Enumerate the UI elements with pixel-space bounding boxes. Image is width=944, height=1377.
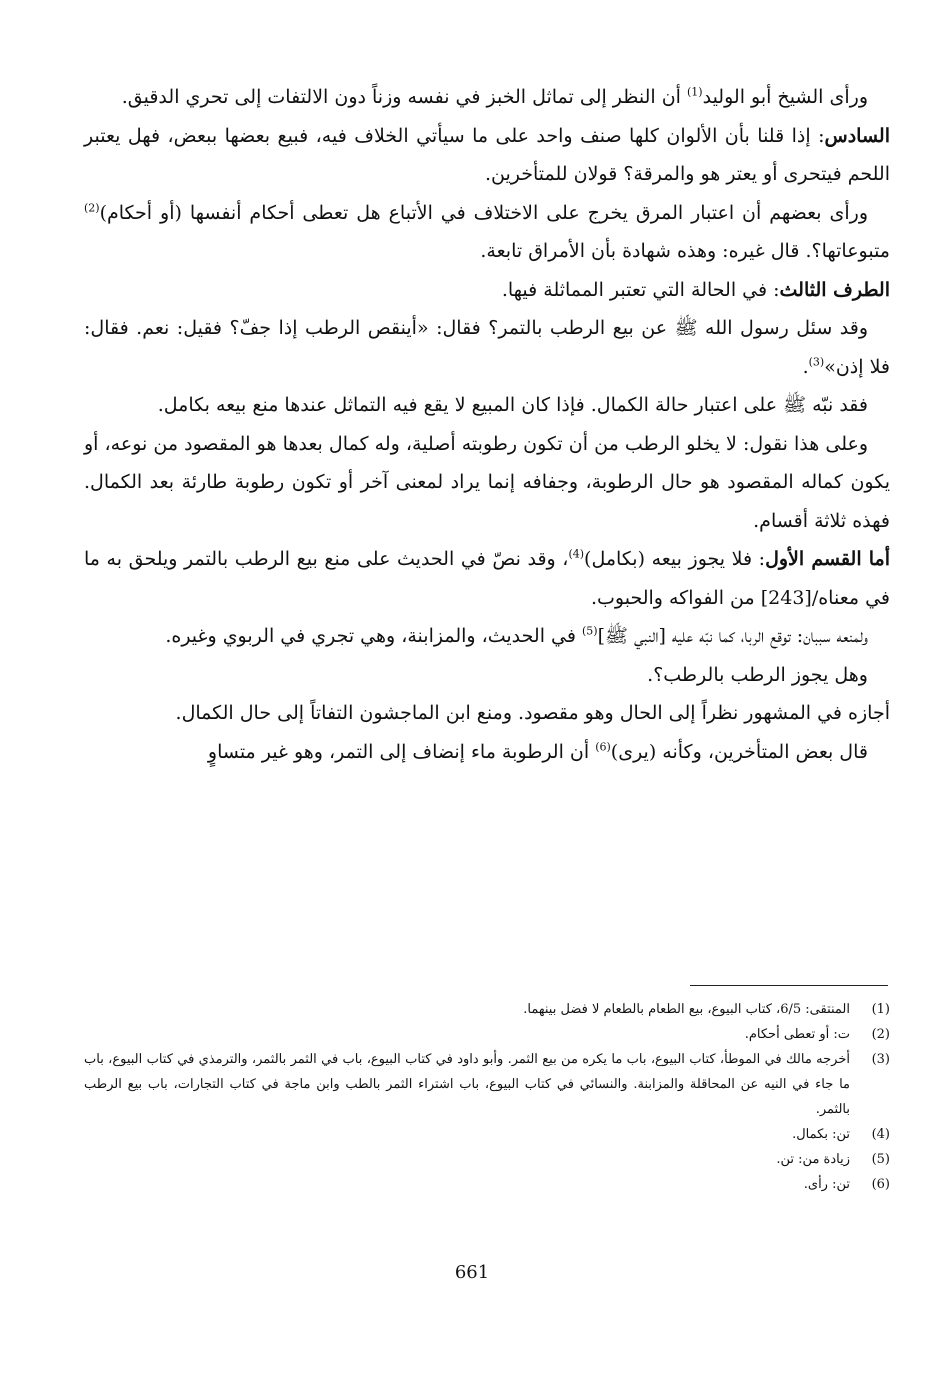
footnote <box>84 1047 890 1122</box>
paragraph-11 <box>84 694 890 733</box>
footnote-number: (4) <box>871 1127 890 1142</box>
paragraph-text: فقد نبّه ﷺ على اعتبار حالة الكمال. فإذا كان المبيع لا يقع فيه التماثل عندها منع بيعه بكامل. <box>157 394 868 416</box>
main-text <box>84 78 890 771</box>
footnote-text: تن: رأى. <box>803 1177 850 1192</box>
paragraph-tail: في الحديث، والمزابنة، وهي تجري في الربوي وغيره. <box>165 625 582 647</box>
paragraph-3 <box>84 194 890 271</box>
footnote-text: أخرجه مالك في الموطأ، كتاب البيوع، باب ما يكره من بيع الثمر. وأبو داود في كتاب البيوع، باب في الثمر بالثمر، والترمذي في كتاب البيوع، باب ما جاء في النيه عن المحاقلة والمزابنة. والنسائي في كتاب البيوع، باب اشتراء الثمر بالطب وابن ماجة في كتاب التجارات، باب بيع الرطب بالثمر. <box>84 1052 850 1117</box>
paragraph-heading: الطرف الثالث <box>779 278 890 301</box>
footnote <box>84 1122 890 1147</box>
footnote-ref-4[interactable]: (4) <box>568 547 585 561</box>
paragraph-text: قال بعض المتأخرين، وكأنه (يرى) <box>610 740 868 763</box>
footnote-separator <box>690 985 888 986</box>
paragraph-8 <box>84 540 890 617</box>
footnote-ref-1[interactable]: (1) <box>687 85 703 99</box>
paragraph-1 <box>84 78 890 117</box>
footnote-number: (6) <box>871 1177 890 1192</box>
paragraph-text: : إذا قلنا بأن الألوان كلها صنف واحد على ما سيأتي الخلاف فيه، فبيع بعضها ببعض، فهل يعتبر اللحم فيتحرى أو يعتر هو والمرقة؟ قولان للمتأخرين. <box>84 124 890 185</box>
paragraph-text: وقد سئل رسول الله ﷺ عن بيع الرطب بالتمر؟ فقال: «أينقص الرطب إذا جفّ؟ فقيل: نعم. فقال: فلا إذن» <box>84 317 890 378</box>
paragraph-text: ورأى الشيخ أبو الوليد <box>702 86 868 108</box>
paragraph-7 <box>84 425 890 541</box>
paragraph-4 <box>84 271 890 310</box>
footnote-ref-6[interactable]: (6) <box>595 740 611 754</box>
paragraph-tail: أن الرطوبة ماء إنضاف إلى التمر، وهو غير متساوٍ <box>207 740 596 763</box>
footnote-number: (2) <box>871 1027 890 1042</box>
paragraph-tail: . <box>802 355 809 378</box>
footnote-number: (5) <box>871 1152 890 1167</box>
footnote-text: زيادة من: تن. <box>776 1152 850 1167</box>
footnote <box>84 1172 890 1197</box>
footnote-text: تن: بكمال. <box>792 1127 850 1142</box>
paragraph-2 <box>84 117 890 194</box>
paragraph-tail: متبوعاتها؟. قال غيره: وهذه شهادة بأن الأمراق تابعة. <box>480 240 890 262</box>
paragraph-text: : فلا يجوز بيعه (بكامل) <box>584 548 766 570</box>
paragraph-tail: أن النظر إلى تماثل الخبز في نفسه وزناً دون الالتفات إلى تحري الدقيق. <box>121 86 687 108</box>
footnote <box>84 1022 890 1047</box>
footnote-ref-5[interactable]: (5) <box>581 624 598 638</box>
footnote-text: المنتقى: 6/5، كتاب البيوع، بيع الطعام بالطعام لا فضل بينهما. <box>523 1002 850 1017</box>
page-number: 661 <box>454 1262 490 1283</box>
paragraph-text: وهل يجوز الرطب بالرطب؟. <box>647 663 868 686</box>
footnote <box>84 997 890 1022</box>
paragraph-heading: السادس <box>824 124 890 147</box>
paragraph-text: وعلى هذا نقول: لا يخلو الرطب من أن تكون رطوبته أصلية، وله كمال بعدها هو المقصود من نوعه، أو يكون كماله المقصود هو حال الرطوبة، وجفافه إنما يراد لمعنى آخر أو تكون رطوبة طارئة بعد الكمال. فهذه ثلاثة أقسام. <box>84 432 890 532</box>
paragraph-text: ولمنعه سببان: توقع الربا، كما نبّه عليه [النبي ﷺ] <box>597 625 868 647</box>
paragraph-tail: ، وقد نصّ في الحديث على منع بيع الرطب بالتمر ويلحق به ما في معناه/[243] من الفواكه والحبوب. <box>84 548 890 609</box>
paragraph-text: أجازه في المشهور نظراً إلى الحال وهو مقصود. ومنع ابن الماجشون التفاتاً إلى حال الكمال. <box>175 702 890 724</box>
paragraph-10 <box>84 656 890 695</box>
footnote-number: (1) <box>871 1002 890 1017</box>
footnote-ref-2[interactable]: (2) <box>84 201 100 215</box>
footnotes <box>84 997 890 1197</box>
paragraph-text: ورأى بعضهم أن اعتبار المرق يخرج على الاختلاف في الأتباع هل تعطى أحكام أنفسها (أو أحكام) <box>99 201 868 224</box>
footnote-number: (3) <box>871 1052 890 1067</box>
paragraph-9 <box>84 617 890 656</box>
footnote-ref-3[interactable]: (3) <box>808 355 825 369</box>
paragraph-text: : في الحالة التي تعتبر المماثلة فيها. <box>501 278 780 301</box>
paragraph-6 <box>84 386 890 425</box>
footnote <box>84 1147 890 1172</box>
paragraph-12 <box>84 733 890 772</box>
paragraph-5 <box>84 309 890 386</box>
footnote-text: ت: أو تعطى أحكام. <box>744 1027 850 1042</box>
paragraph-heading: أما القسم الأول <box>765 548 891 570</box>
